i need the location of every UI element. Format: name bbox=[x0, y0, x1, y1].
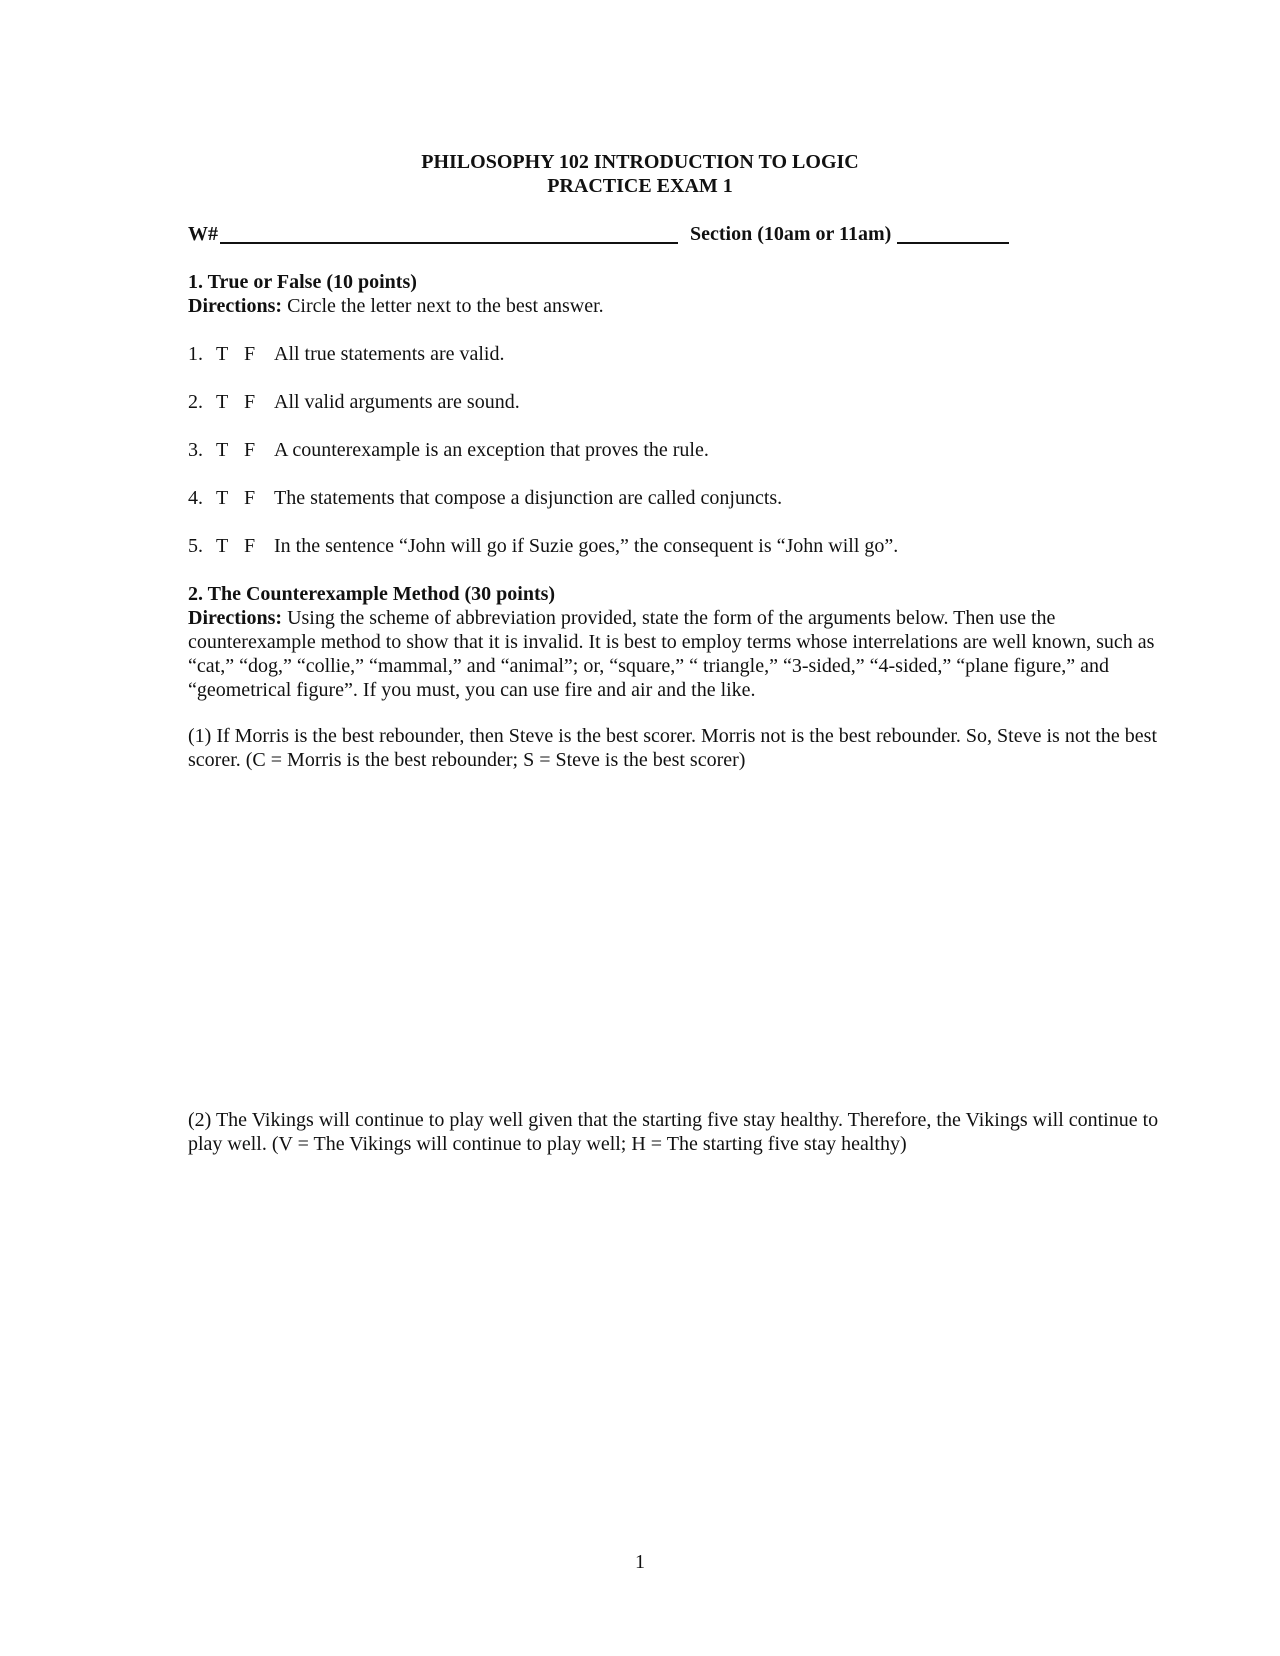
section-label: Section (10am or 11am) bbox=[690, 223, 892, 245]
option-false[interactable]: F bbox=[244, 343, 256, 365]
option-true[interactable]: T bbox=[216, 439, 229, 461]
part2-directions-label: Directions: bbox=[188, 607, 283, 629]
option-false[interactable]: F bbox=[244, 535, 256, 557]
counterexample-question-1: (1) If Morris is the best rebounder, then Steve is the best scorer. Morris not is the best rebounder. So, Steve is not the best scorer. (C = Morris is the best rebounder; S = Steve is the best scorer) bbox=[188, 725, 1158, 771]
student-id-line bbox=[188, 222, 1009, 246]
w-number-blank[interactable] bbox=[220, 224, 678, 244]
question-statement: In the sentence “John will go if Suzie goes,” the consequent is “John will go”. bbox=[274, 535, 899, 557]
tf-question-3 bbox=[188, 438, 709, 462]
option-false[interactable]: F bbox=[244, 391, 256, 413]
option-true[interactable]: T bbox=[216, 535, 229, 557]
part2-directions-text: Using the scheme of abbreviation provided, state the form of the arguments below. Then use the counterexample method to show that it is invalid. It is best to employ terms whose interrelations are well known, such as “cat,” “dog,” “collie,” “mammal,” and “animal”; or, “square,” “ triangle,” “3-sided,” “4-sided,” “plane figure,” and “geometrical figure”. If you must, you can use fire and air and the like. bbox=[188, 607, 1155, 701]
page-number: 1 bbox=[635, 1551, 645, 1573]
question-number: 4. bbox=[188, 487, 203, 509]
part2-heading: 2. The Counterexample Method (30 points) bbox=[188, 583, 556, 605]
option-true[interactable]: T bbox=[216, 487, 229, 509]
option-true[interactable]: T bbox=[216, 391, 229, 413]
question-statement: All valid arguments are sound. bbox=[274, 391, 520, 413]
question-statement: All true statements are valid. bbox=[274, 343, 505, 365]
part1-header bbox=[188, 270, 1168, 318]
part1-heading: 1. True or False (10 points) bbox=[188, 271, 417, 293]
part1-directions-label: Directions: bbox=[188, 295, 283, 317]
part1-directions bbox=[188, 294, 1168, 318]
option-false[interactable]: F bbox=[244, 439, 256, 461]
question-number: 5. bbox=[188, 535, 203, 557]
part2-directions bbox=[188, 606, 1168, 702]
section-blank[interactable] bbox=[897, 224, 1009, 244]
counterexample-question-2: (2) The Vikings will continue to play well given that the starting five stay healthy. Therefore, the Vikings will continue to play well. (V = The Vikings will continue to play well; H = The starting five stay healthy) bbox=[188, 1109, 1159, 1155]
tf-question-5 bbox=[188, 534, 898, 558]
option-true[interactable]: T bbox=[216, 343, 229, 365]
w-number-label: W# bbox=[188, 223, 218, 245]
question-number: 2. bbox=[188, 391, 203, 413]
question-statement: A counterexample is an exception that proves the rule. bbox=[274, 439, 709, 461]
question-statement: The statements that compose a disjunction are called conjuncts. bbox=[274, 487, 783, 509]
question-number: 1. bbox=[188, 343, 203, 365]
tf-question-4 bbox=[188, 486, 782, 510]
exam-subtitle: PRACTICE EXAM 1 bbox=[547, 175, 733, 197]
part2-header bbox=[188, 582, 1168, 702]
option-false[interactable]: F bbox=[244, 487, 256, 509]
exam-title: PHILOSOPHY 102 INTRODUCTION TO LOGIC bbox=[421, 151, 859, 173]
part1-directions-text: Circle the letter next to the best answer. bbox=[282, 295, 604, 317]
tf-question-1 bbox=[188, 342, 504, 366]
tf-question-2 bbox=[188, 390, 520, 414]
question-number: 3. bbox=[188, 439, 203, 461]
